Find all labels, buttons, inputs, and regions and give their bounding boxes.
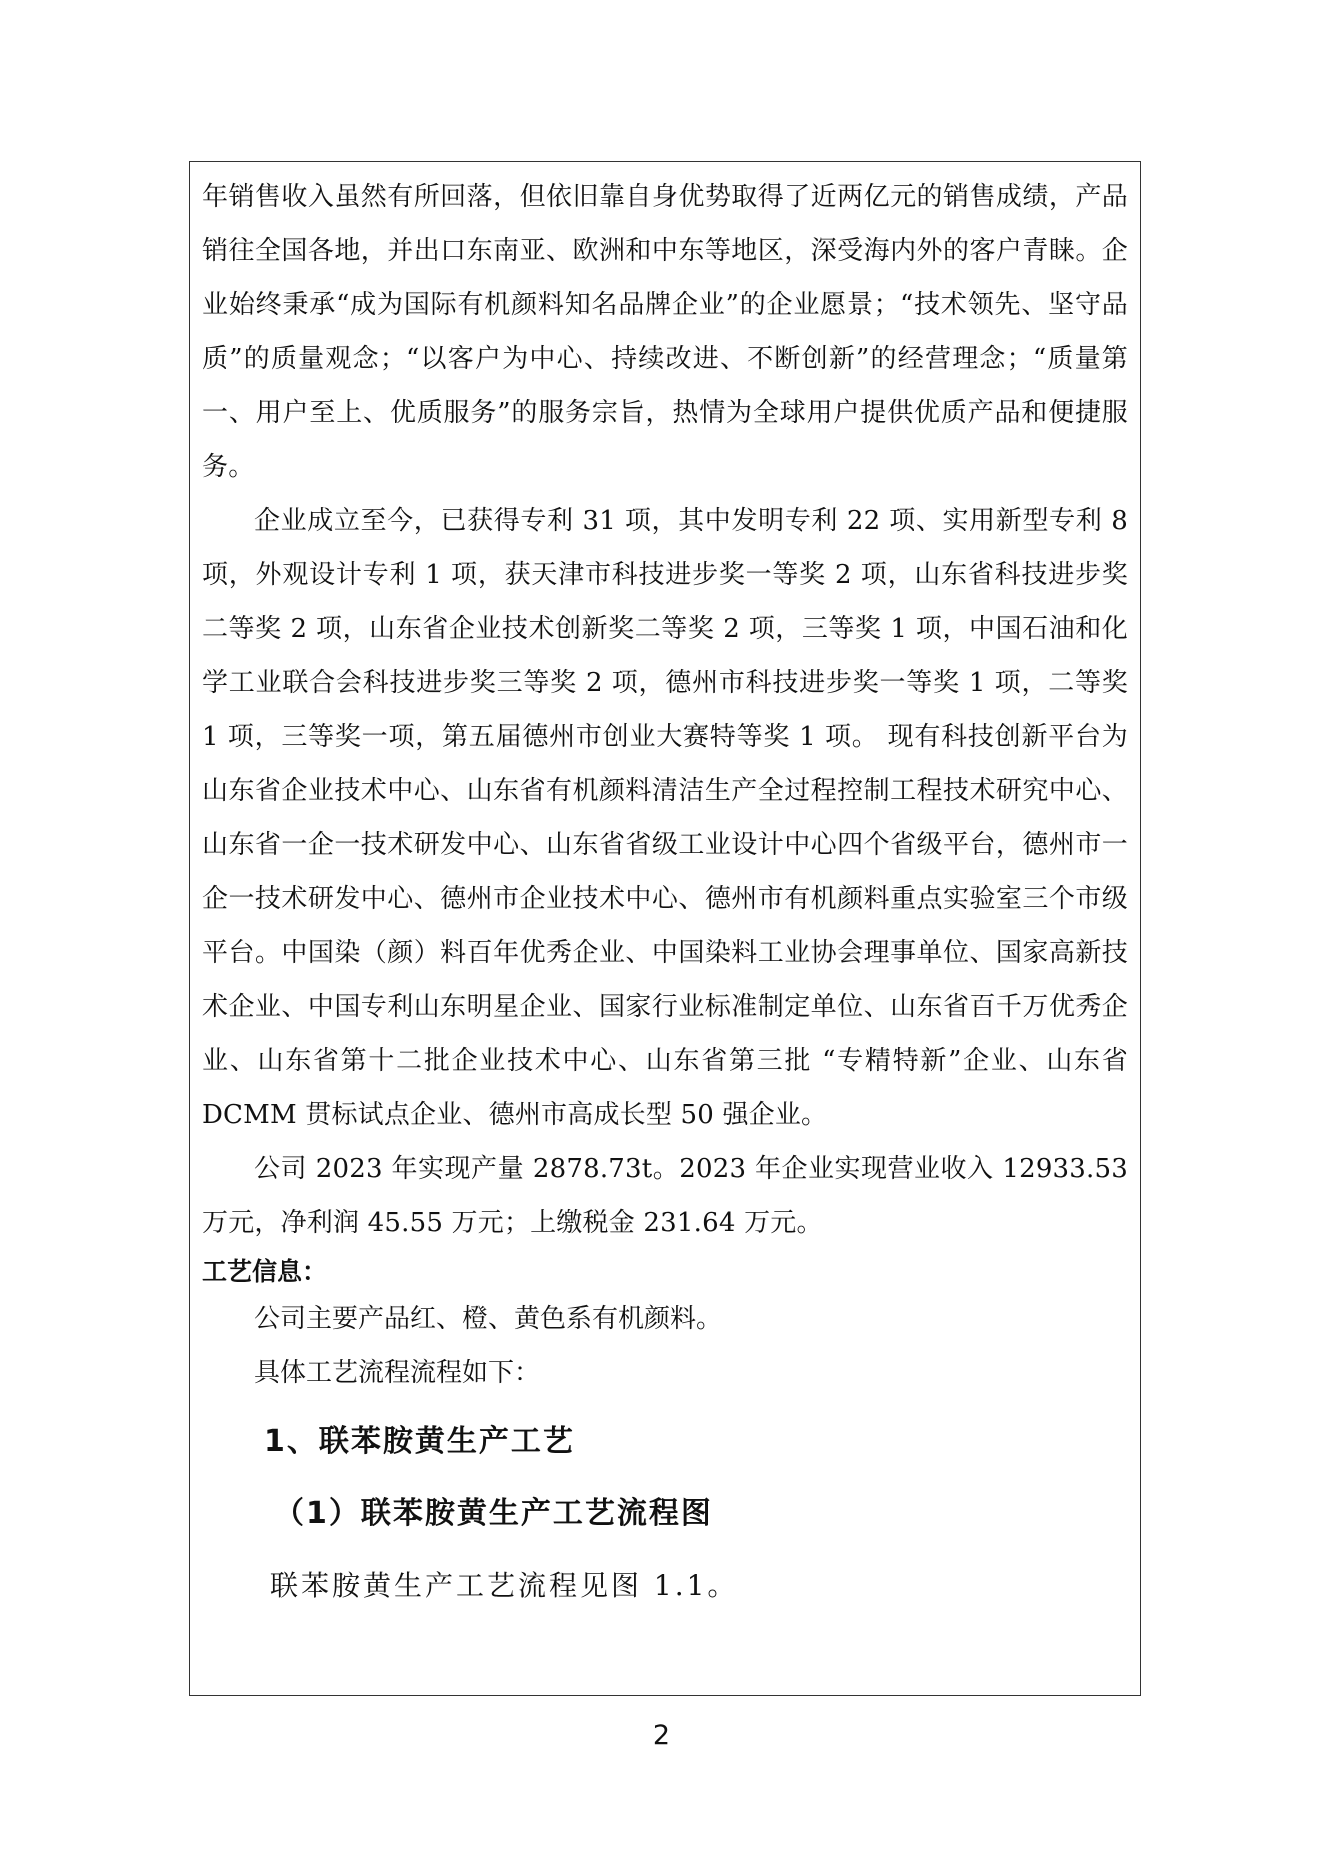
page-number: 2 [652,1720,671,1751]
section-label-process: 工艺信息： [202,1257,328,1286]
process-products-line: 公司主要产品红、橙、黄色系有机颜料。 [254,1304,723,1334]
paragraph-patents-awards: 企业成立至今，已获得专利 31 项，其中发明专利 22 项、实用新型专利 8 项，外观设计专利 1 项，获天津市科技进步奖一等奖 2 项，山东省科技进步奖二等奖 2 项，山东省企业技术创新奖二等奖 2 项，三等奖 1 项，中国石油和化学工业联合会科技进步奖三等奖 2 项，德州市科技进步奖一等奖 1 项，二等奖 1 项，三等奖一项，第五届德州市创业大赛特等奖 1 项。 现有科技创新平台为山东省企业技术中心、山东省有机颜料清洁生产全过程控制工程技术研究中心、山东省一企一技术研发中心、山东省省级工业设计中心四个省级平台，德州市一企一技术研发中心、德州市企业技术中心、德州市有机颜料重点实验室三个市级平台。中国染（颜）料百年优秀企业、中国染料工业协会理事单位、国家高新技术企业、中国专利山东明星企业、国家行业标准制定单位、山东省百千万优秀企业、山东省第十二批企业技术中心、山东省第三批 “专精特新”企业、山东省 DCMM 贯标试点企业、德州市高成长型 50 强企业。 [202,506,1128,1130]
figure-reference-line: 联苯胺黄生产工艺流程见图 1.1。 [270,1569,739,1602]
content-body [202,170,1128,1622]
process-intro-line: 具体工艺流程流程如下： [254,1358,541,1388]
paragraph-financials: 公司 2023 年实现产量 2878.73t。2023 年企业实现营业收入 12933.53 万元，净利润 45.55 万元；上缴税金 231.64 万元。 [202,1154,1128,1238]
heading-benzidine-yellow-process: 1、联苯胺黄生产工艺 [264,1424,575,1459]
subheading-process-flowchart: （1）联苯胺黄生产工艺流程图 [274,1496,713,1531]
content-frame [189,161,1141,1696]
paragraph-sales: 年销售收入虽然有所回落，但依旧靠自身优势取得了近两亿元的销售成绩，产品销往全国各地，并出口东南亚、欧洲和中东等地区，深受海内外的客户青睐。企业始终秉承“成为国际有机颜料知名品牌企业”的企业愿景；“技术领先、坚守品质”的质量观念；“以客户为中心、持续改进、不断创新”的经营理念；“质量第一、用户至上、优质服务”的服务宗旨，热情为全球用户提供优质产品和便捷服务。 [202,182,1128,482]
